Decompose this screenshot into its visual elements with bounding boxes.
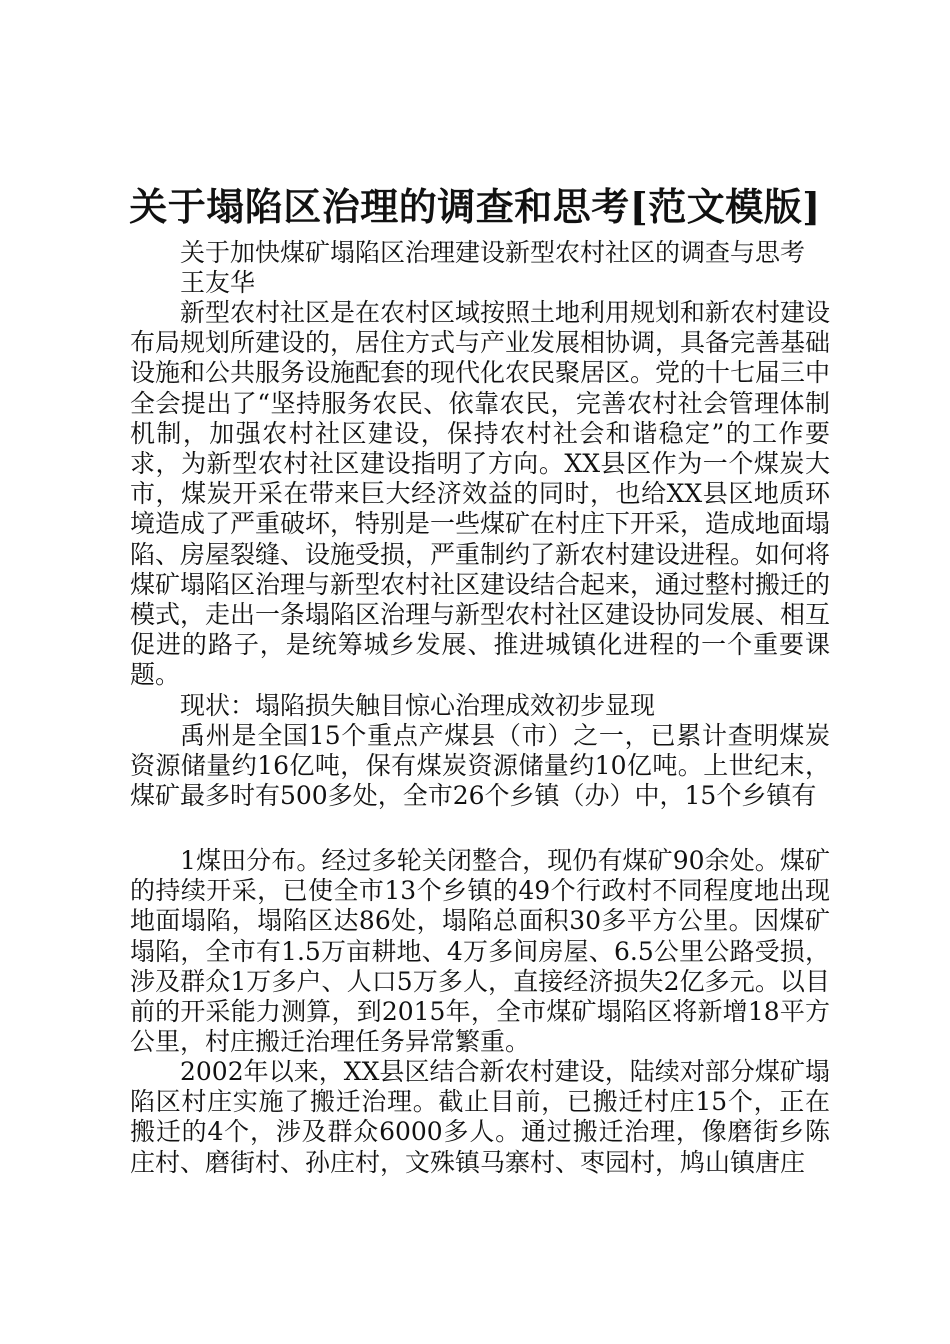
document-author: 王友华: [180, 268, 256, 297]
damage-paragraph: 1煤田分布。经过多轮关闭整合，现仍有煤矿90余处。煤矿的持续开采，已使全市13个乡镇的49个行政村不同程度地出现地面塌陷，塌陷区达86处，塌陷总面积30多平方公里。因煤矿塌陷，全市有1.5万亩耕地、4万多间房屋、6.5公里公路受损，涉及群众1万多户、人口5万多人，直接经济损失2亿多元。以目前的开采能力测算，到2015年，全市煤矿塌陷区将新增18平方公里，村庄搬迁治理任务异常繁重。: [130, 846, 830, 1057]
document-subtitle: 关于加快煤矿塌陷区治理建设新型农村社区的调查与思考: [180, 238, 806, 267]
section-heading: 现状：塌陷损失触目惊心治理成效初步显现: [180, 691, 656, 720]
relocation-paragraph: 2002年以来，XX县区结合新农村建设，陆续对部分煤矿塌陷区村庄实施了搬迁治理。截止目前，已搬迁村庄15个，正在搬迁的4个，涉及群众6000多人。通过搬迁治理，像磨街乡陈庄村、磨街村、孙庄村，文殊镇马寨村、枣园村，鸠山镇唐庄: [130, 1057, 830, 1177]
status-paragraph: 禹州是全国15个重点产煤县（市）之一，已累计查明煤炭资源储量约16亿吨，保有煤炭资源储量约10亿吨。上世纪末，煤矿最多时有500多处，全市26个乡镇（办）中，15个乡镇有: [130, 721, 830, 811]
intro-paragraph: 新型农村社区是在农村区域按照土地利用规划和新农村建设布局规划所建设的，居住方式与产业发展相协调，具备完善基础设施和公共服务设施配套的现代化农民聚居区。党的十七届三中全会提出了“坚持服务农民、依靠农民，完善农村社会管理体制机制，加强农村社区建设，保持农村社会和谐稳定”的工作要求，为新型农村社区建设指明了方向。XX县区作为一个煤炭大市，煤炭开采在带来巨大经济效益的同时，也给XX县区地质环境造成了严重破坏，特别是一些煤矿在村庄下开采，造成地面塌陷、房屋裂缝、设施受损，严重制约了新农村建设进程。如何将煤矿塌陷区治理与新型农村社区建设结合起来，通过整村搬迁的模式，走出一条塌陷区治理与新型农村社区建设协同发展、相互促进的路子，是统筹城乡发展、推进城镇化进程的一个重要课题。: [130, 298, 831, 690]
document-title: 关于塌陷区治理的调查和思考[范文模版]: [129, 184, 821, 229]
